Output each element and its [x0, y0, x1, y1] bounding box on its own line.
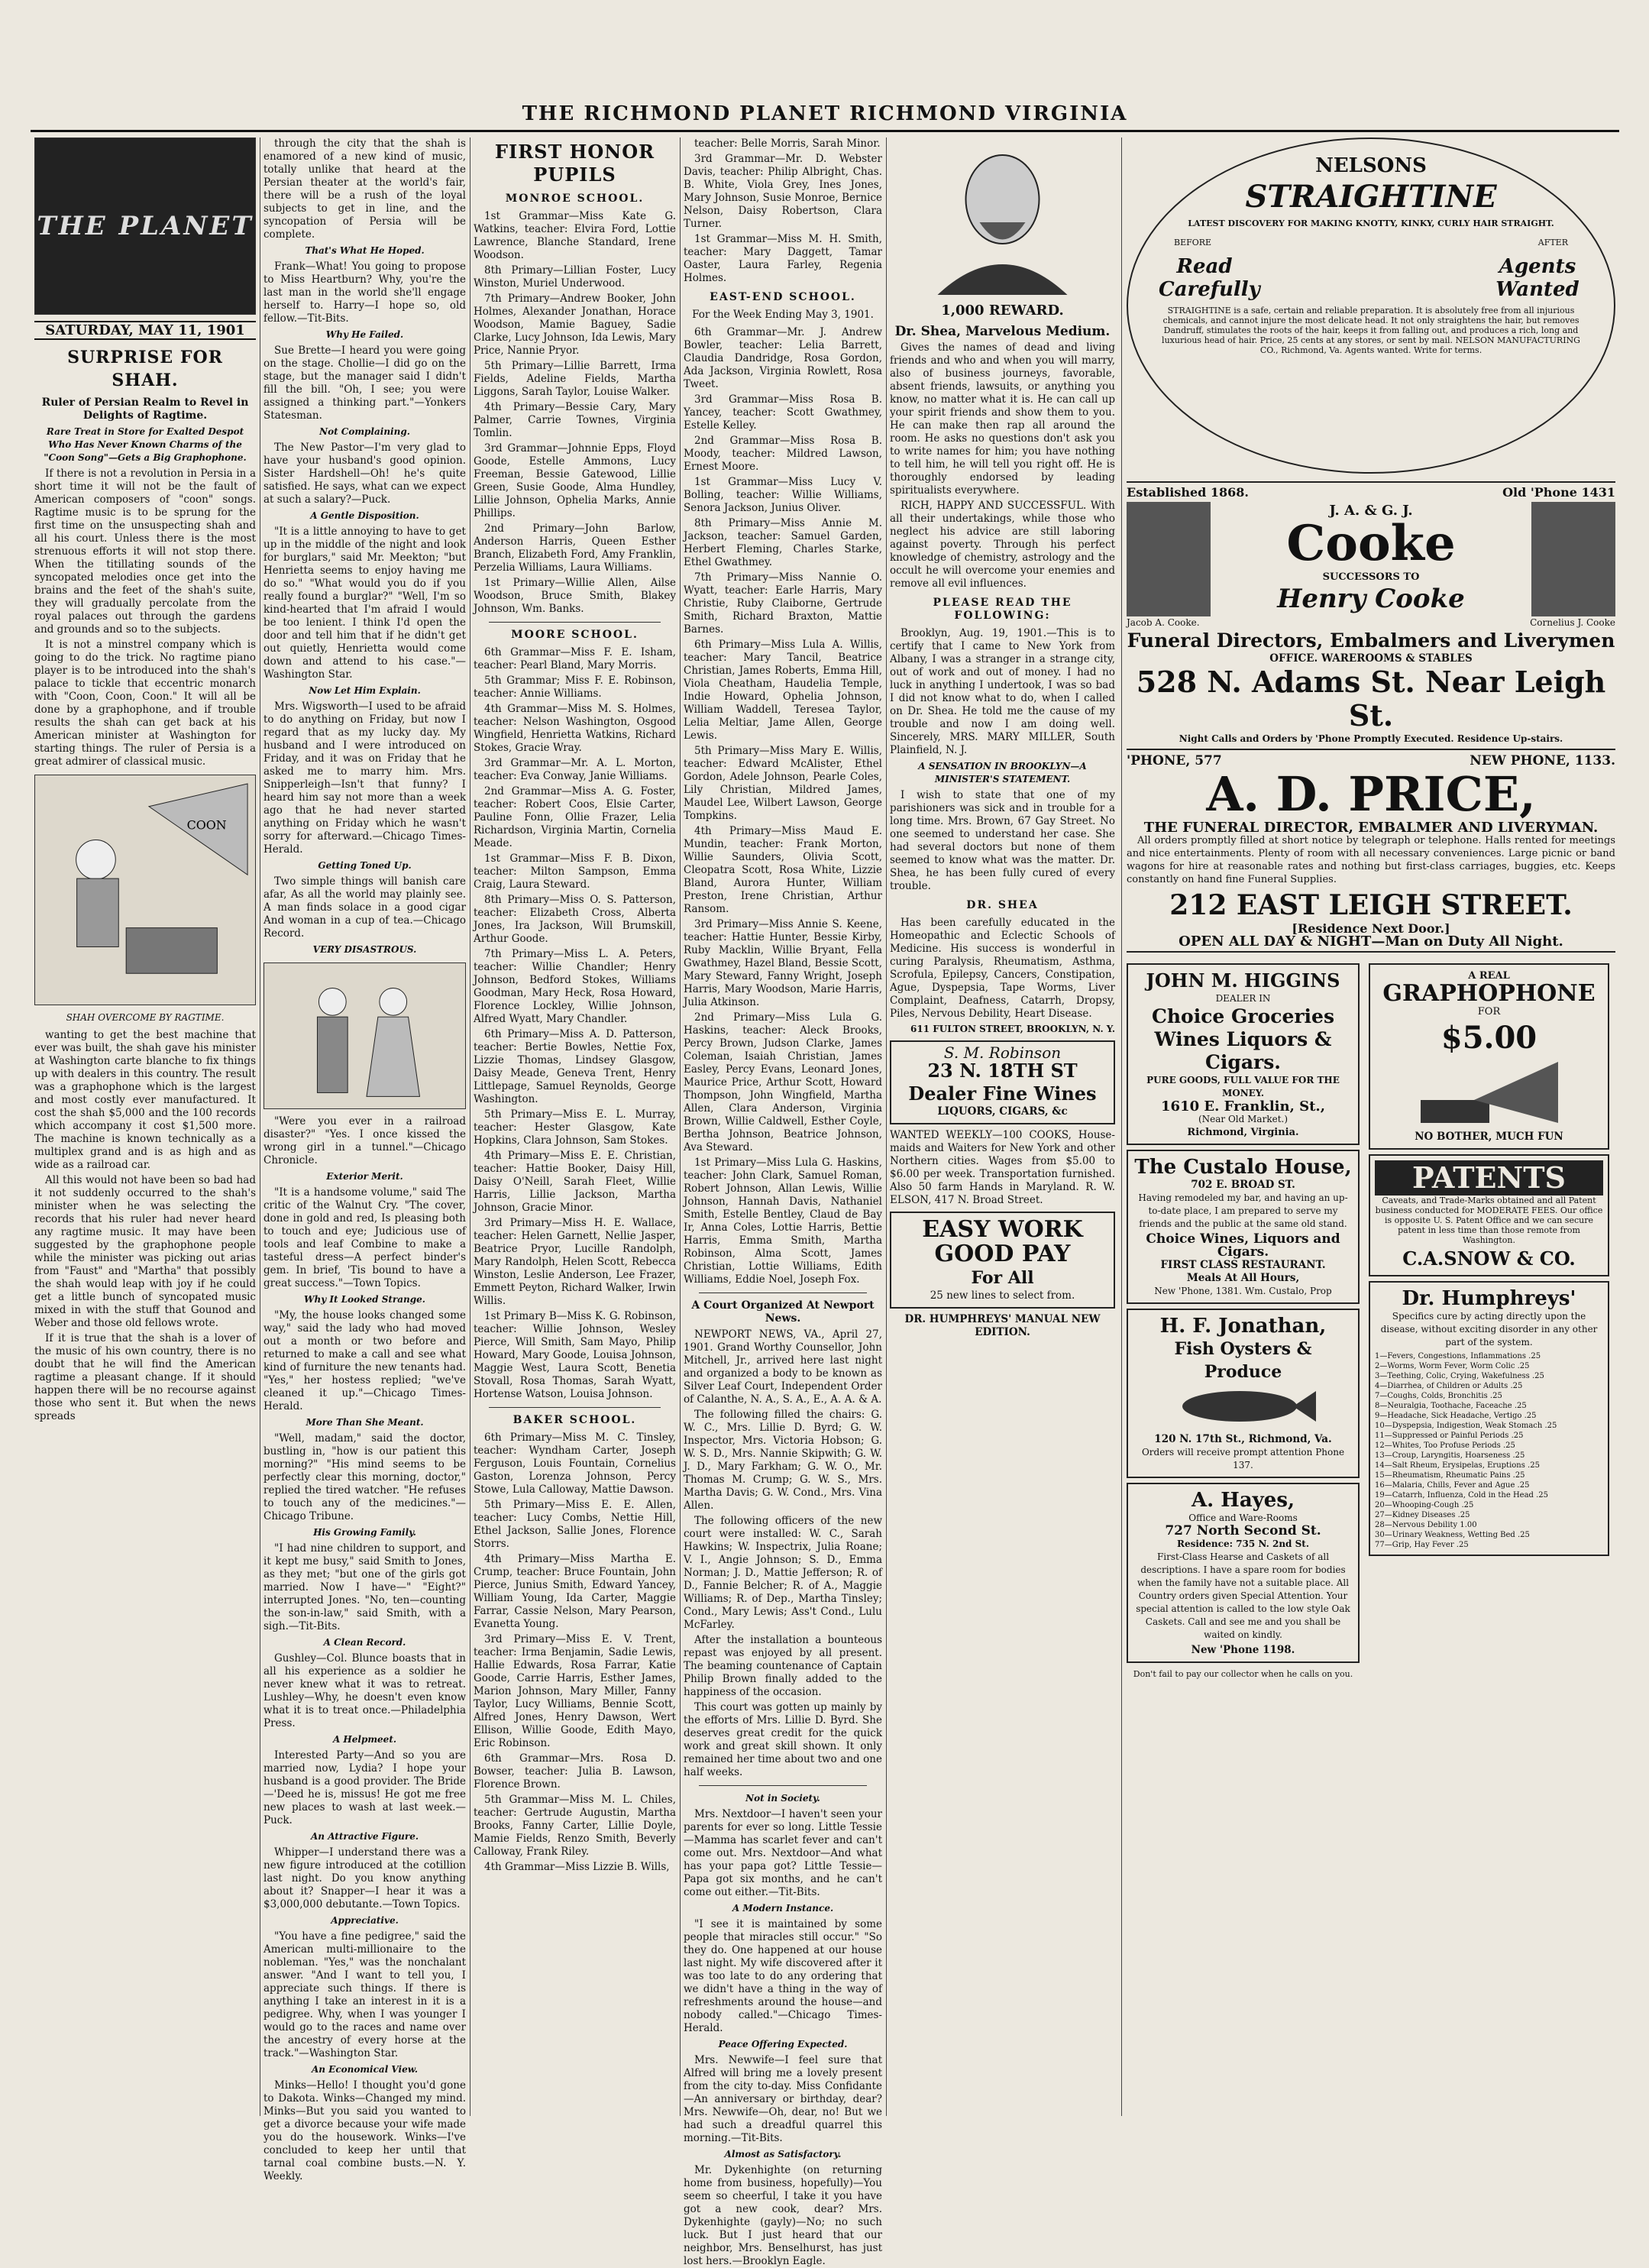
humor-title: An Attractive Figure.	[310, 1831, 419, 1842]
robinson-dealer: Dealer Fine Wines	[908, 1082, 1097, 1105]
funeral-directors: Funeral Directors, Embalmers and Liverymen	[1127, 629, 1615, 652]
humor-title: A Helpmeet.	[332, 1734, 397, 1745]
hayes-phone: New 'Phone 1198.	[1191, 1644, 1295, 1656]
remedy-item: 15—Rheumatism, Rheumatic Pains .25	[1375, 1471, 1525, 1480]
hayes-office: Office and Ware-Rooms	[1188, 1513, 1298, 1523]
society-title: Not in Society.	[745, 1793, 820, 1804]
graph-for: FOR	[1477, 1006, 1501, 1018]
custalo-wines: Choice Wines, Liquors and Cigars.	[1146, 1231, 1340, 1260]
honor-entry: 5th Grammar; Miss F. E. Robinson, teacher: Annie Williams.	[474, 675, 676, 700]
almost-title: Almost as Satisfactory.	[724, 2149, 842, 2160]
honor-entry: 5th Primary—Miss E. E. Allen, teacher: Lucy Combs, Nettie Hill, Ethel Jackson, Sallie Jones, Florence Storrs.	[474, 1499, 676, 1550]
humor-title: Why It Looked Strange.	[304, 1294, 425, 1305]
humor-text: "I had nine children to support, and it kept me busy," said Smith to Jones, as they met; "but one of the girls got married. Now I have—" "Eight?" interrupted Jones. "No, ten—counting the son-in-law," said Smith, with a sigh.—Tit-Bits.	[264, 1542, 466, 1632]
higgins-city: Richmond, Virginia.	[1187, 1127, 1299, 1138]
ads-left	[1127, 959, 1360, 1681]
honor-entry: 1st Primary—Willie Allen, Ailse Woodson, Bruce Smith, Blakey Johnson, Wm. Banks.	[474, 577, 676, 615]
dr-shea-portrait	[905, 142, 1100, 295]
remedy-item: 10—Dyspepsia, Indigestion, Weak Stomach .25	[1375, 1422, 1557, 1430]
masthead: THE RICHMOND PLANET RICHMOND VIRGINIA	[31, 99, 1619, 132]
graphophone-icon	[1405, 1058, 1573, 1127]
honor-entry: 5th Primary—Miss Mary E. Willis, teacher: Edward McAlister, Ethel Gordon, Adele Johnson, Pearle Coles, Lily Christian, Mildred James, Maudel Lee, Wilbert Lawson, George Tompkins.	[684, 745, 882, 822]
article-paragraph: wanting to get the best machine that ever was built, the shah gave his minister at Washington carte blanche to fix things up with dealers in this country. The result was a graphophone which is the largest and most costly ever manufactured. It cost the shah $5,000 and the 100 records which accompany it cost $1,500 more. The machine is known technically as a multiplex grand and is as high and as wide as a railroad car.	[34, 1029, 256, 1171]
remedy-item: 3—Teething, Colic, Crying, Wakefulness .25	[1375, 1372, 1544, 1380]
honor-entry: 2nd Grammar—Miss Rosa B. Moody, teacher: Mildred Lawson, Ernest Moore.	[684, 435, 882, 473]
hayes-text: First-Class Hearse and Caskets of all descriptions. I have a spare room for bodies when the family have not a suitable place. All Country orders given Special Attention. Your special attention is called to the low style Oak Caskets. Call and see me and you shall be waited on kindly.	[1136, 1551, 1350, 1640]
honor-entry: 3rd Primary—Miss Annie S. Keene, teacher: Hattie Hunter, Bessie Kirby, Ruby Macklin, Willie Bryant, Fella Gwathmey, Hazel Bland, Bessie Scott, Mary Steward, Fanny Wright, Joseph Harris, Mary Woodson, Marie Harris, Julia Atkinson.	[684, 918, 882, 1008]
remedy-item: 13—Croup, Laryngitis, Hoarseness .25	[1375, 1451, 1525, 1460]
article-paragraph: If it is true that the shah is a lover of the music of his own country, there is no doubt that he will find the American ragtime a pleasant change. If it should happen there will be no recourse against those who sent it. But when the news spreads	[34, 1332, 256, 1422]
honor-entry: 6th Primary—Miss M. C. Tinsley, teacher: Wyndham Carter, Joseph Ferguson, Louis Fountain, Cornelius Gaston, Lorenza Johnson, Percy Stowe, Lula Calloway, Mattie Dawson.	[474, 1432, 676, 1496]
old-phone: Old 'Phone 1431	[1502, 485, 1615, 500]
peace-text: Mrs. Newwife—I feel sure that Alfred will bring me a lovely present from the city to-day. Miss Confidante—An anniversary or birthday, dear? Mrs. Newwife—Oh, dear, no! But we had such a dreadful quarrel this morning.—Tit-Bits.	[684, 2054, 882, 2144]
hayes-residence: Residence: 735 N. 2nd St.	[1176, 1538, 1310, 1549]
honor-entry: 4th Primary—Miss Martha E. Crump, teacher: Bruce Fountain, John Pierce, Junius Smith, Edward Yancey, William Young, Ida Carter, Maggie Farrar, Cassie Nelson, Mary Pearson, Evanetta Young.	[474, 1553, 676, 1630]
established: Established 1868.	[1127, 485, 1249, 500]
humor-text: "You have a fine pedigree," said the American multi-millionaire to the nobleman. "Yes," was the nonchalant answer. "And I want to tell you, I appreciate such things. If there is anything I take an interest in it is a pedigree. Why, when I was younger I would go to the races and name over the ancestry of every horse at the track."—Washington Star.	[264, 1930, 466, 2059]
court-paragraph: NEWPORT NEWS, VA., April 27, 1901. Grand Worthy Counsellor, John Mitchell, Jr., arrived here last night and organized a body to be known as Silver Leaf Court, Independent Order of Calanthe, N. A., S. A., E., A. A. & A.	[684, 1328, 882, 1406]
graphophone-ad	[1369, 963, 1609, 1150]
remedy-item: 11—Suppressed or Painful Periods .25	[1375, 1432, 1524, 1440]
patents-ad	[1369, 1154, 1609, 1276]
honor-entry: 4th Primary—Bessie Cary, Mary Palmer, Carrie Townes, Virginia Tomlin.	[474, 401, 676, 439]
school-lists	[474, 193, 676, 1874]
court-headline: A Court Organized At Newport News.	[691, 1299, 875, 1325]
humor-title: A Clean Record.	[323, 1637, 406, 1648]
remedy-item: 12—Whites, Too Profuse Periods .25	[1375, 1441, 1515, 1450]
robinson-ad	[890, 1040, 1115, 1124]
remedy-item: 2—Worms, Worm Fever, Worm Colic .25	[1375, 1362, 1530, 1370]
easy-work-lines: 25 new lines to select from.	[930, 1289, 1075, 1302]
honor-entry: 7th Primary—Andrew Booker, John Holmes, Alexander Jonathan, Horace Woodson, Mamie Baguey, Sadie Clarke, Lucy Johnson, Ida Lewis, Mary Price, Nannie Pryor.	[474, 293, 676, 357]
honor-entry: 1st Grammar—Miss F. B. Dixon, teacher: Milton Sampson, Emma Craig, Laura Steward.	[474, 853, 676, 891]
honor-entry: 3rd Grammar—Miss Rosa B. Yancey, teacher: Scott Gwathmey, Estelle Kelley.	[684, 393, 882, 432]
before-after	[1174, 236, 1568, 249]
column-6-ads	[1127, 138, 1615, 2116]
modern-title: A Modern Instance.	[732, 1903, 834, 1914]
almost-text: Mr. Dykenhighte (on returning home from business, hopefully)—You seem so cheerful, I take it you have got a new cook, dear? Mrs. Dykenhighte (gayly)—No; no such luck. But I just heard that our neighbor, Mrs. Benselhurst, has just lost hers.—Brooklyn Eagle.	[684, 2164, 882, 2267]
humor-text: "Were you ever in a railroad disaster?" "Yes. I once kissed the wrong girl in a tunnel."—Chicago Chronicle.	[264, 1115, 466, 1166]
custalo-meals: Meals At All Hours,	[1186, 1272, 1300, 1284]
humor-title: Not Complaining.	[319, 426, 410, 437]
remedy-item: 9—Headache, Sick Headache, Vertigo .25	[1375, 1412, 1537, 1420]
dr-shea-2-heading: DR. SHEA	[966, 899, 1039, 911]
after-label: AFTER	[1537, 238, 1568, 248]
honor-entry: 3rd Grammar—Mr. D. Webster Davis, teacher: Philip Albright, Chas. B. White, Viola Grey, Ines Jones, Mary Johnson, Susie Monroe, Bernice Nelson, Daisy Robertson, Clara Turner.	[684, 153, 882, 230]
humor-title: His Growing Family.	[313, 1527, 416, 1538]
shah-cartoon	[34, 775, 256, 1005]
humor-text: Mrs. Wigsworth—I used to be afraid to do anything on Friday, but now I regard that as my lucky day. My husband and I were introduced on Friday, and it was on Friday that he asked me to marry him. Mrs. Snipperleigh—Isn't that funny? I heard him say not more than a week ago that he had never started anything on Friday which he wasn't sorry for afterward.—Chicago Times-Herald.	[264, 700, 466, 856]
collector-note: Don't fail to pay our collector when he calls on you.	[1133, 1669, 1353, 1679]
hayes-ad	[1127, 1483, 1360, 1663]
nelsons-ad	[1127, 138, 1615, 474]
hayes-name: A. Hayes,	[1191, 1489, 1295, 1512]
humor-text: Two simple things will banish care afar, As all the world may plainly see. A man finds solace in a good cigar And woman in a cup of tea.—Chicago Record.	[264, 875, 466, 940]
price-subtitle: THE FUNERAL DIRECTOR, EMBALMER AND LIVERYMAN.	[1143, 820, 1599, 836]
humor-text: Minks—Hello! I thought you'd gone to Dakota. Winks—Changed my mind. Minks—But you said you wanted to get a divorce because your wife made you do the housework. Winks—I've concluded to keep her until that tarnal coal combine busts.—N. Y. Weekly.	[264, 2079, 466, 2182]
remedy-item: 7—Coughs, Colds, Bronchitis .25	[1375, 1392, 1502, 1400]
school-title: BAKER SCHOOL.	[512, 1414, 637, 1426]
sensation-heading: A SENSATION IN BROOKLYN—A MINISTER'S STATEMENT.	[918, 761, 1087, 785]
honor-pupils-headline: FIRST HONOR PUPILS	[494, 141, 655, 186]
humor-text: "My, the house looks changed some way," said the lady who had moved out a month or two before and returned to make a call and see what kind of furniture the new tenants had. "Yes," her hostess replied; "we've cleaned it up."—Chicago Times-Herald.	[264, 1309, 466, 1412]
column-1	[34, 138, 256, 2116]
remedy-item: 77—Grip, Hay Fever .25	[1375, 1541, 1469, 1549]
issue-date: SATURDAY, MAY 11, 1901	[34, 321, 256, 340]
humphreys-manual: DR. HUMPHREYS' MANUAL NEW EDITION.	[904, 1313, 1101, 1338]
court-paragraph: The following officers of the new court were installed: W. C., Sarah Hawkins; W. Inspectrix, Julia Roane; V. I., Angie Johnson; S. D., Emma Norman; J. D., Mattie Jefferson; R. of D., Fannie Belcher; R. of A., Maggie Williams; R. of Dep., Martha Tinsley; Cond., Mary Lewis; Ass't Cond., Lulu McFarley.	[684, 1515, 882, 1631]
article-paragraph: If there is not a revolution in Persia in a short time it will not be the fault of American composers of "coon" songs. Ragtime music is to be sprung for the first time on the unsuspecting shah and all his court. Unless there is the most strenuous efforts it will not stop there. When the titillating sounds of the syncopated melodies once get into the brains and the feet of the shah's suite, they will gradually percolate from the royal palaces out through the gardens and grounds and so to the subjects.	[34, 468, 256, 636]
shah-headline: SURPRISE FOR SHAH.	[67, 348, 223, 390]
cooke-ad	[1127, 502, 1615, 616]
column-rule	[1121, 138, 1122, 2116]
column-rule	[680, 138, 681, 2116]
court-paragraph: The following filled the chairs: G. W. C., Mrs. Lillie D. Byrd; G. W. Inspector, Mrs. Victoria Hobson; G. W. S. D., Mrs. Nannie Skipwith; G. W. J. D., Mary Farkham; G. W. O., Mr. Thomas M. Crump; G. W. S., Mrs. Martha Davis; G. W. Cond., Mrs. Vina Allen.	[684, 1409, 882, 1512]
school-title: MONROE SCHOOL.	[505, 193, 645, 205]
honor-entry: 3rd Grammar—Mr. A. L. Morton, teacher: Eva Conway, Janie Williams.	[474, 757, 676, 782]
honor-entry: 6th Primary—Miss Lula A. Willis, teacher: Mary Tancil, Beatrice Christian, James Roberts, Emma Hill, Viola Cheatham, Haudelia Temple, Indie Howard, Ophelia Johnson, William Waddell, Teresea Taylor, Lelia Meltiar, Jame Allen, George Lewis.	[684, 639, 882, 742]
humor-items	[264, 244, 466, 2183]
humor-title: A Gentle Disposition.	[310, 510, 419, 521]
humor-text: Sue Brette—I heard you were going on the stage. Chollie—I did go on the stage, but the manager said I didn't fill the bill. "Oh, I see; you were assigned a thinking part."—Yonkers Statesman.	[264, 345, 466, 422]
sensation-text: I wish to state that one of my parishioners was sick and in trouble for a long time. Mrs. Brown, 67 Gay Street. No one seemed to understand her case. She had several doctors but none of them seemed to know what was the matter. Dr. Shea, he has been fully cured of every trouble.	[890, 789, 1115, 892]
price-text: All orders promptly filled at short notice by telegraph or telephone. Halls rented for meetings and nice entertainments. Plenty of room with all necessary conveniences. Large picnic or band wagons for hire at reasonable rates and nothing but first-class carriages, buggies, etc. Keeps constantly on hand fine Funeral Supplies.	[1127, 835, 1615, 885]
honor-entry: 5th Grammar—Miss M. L. Chiles, teacher: Gertrude Augustin, Martha Brooks, Fanny Carter, Lillie Doyle, Mamie Fields, Renzo Smith, Beverly Calloway, Frank Riley.	[474, 1794, 676, 1858]
jonathan-address: 120 N. 17th St., Richmond, Va.	[1154, 1433, 1332, 1445]
honor-entry: 4th Grammar—Miss Lizzie B. Wills,	[484, 1861, 670, 1873]
ads-right	[1369, 959, 1609, 1681]
honor-entry: 5th Primary—Lillie Barrett, Irma Fields, Adeline Fields, Martha Liggons, Sarah Taylor, Louise Walker.	[474, 360, 676, 398]
higgins-name: JOHN M. HIGGINS	[1146, 969, 1340, 992]
night-calls: Night Calls and Orders by 'Phone Promptly Executed. Residence Up-stairs.	[1127, 733, 1615, 750]
reward-heading: 1,000 REWARD.	[941, 303, 1064, 319]
school-title: MOORE SCHOOL.	[511, 629, 639, 641]
humor-text: "It is a handsome volume," said The critic of the Walnut Cry. "The cover, done in gold and red, Is pleasing both to touch and eye; Judicious use of tools and leaf Combine to make a tasteful dress—A perfect binder's gem. In brief, 'Tis bound to have a great success."—Town Topics.	[264, 1186, 466, 1289]
honor-entry: 8th Primary—Lillian Foster, Lucy Winston, Muriel Underwood.	[474, 264, 676, 290]
humor-text: Whipper—I understand there was a new figure introduced at the cotillion last night. Do you know anything about it? Snapper—I hear it was a $3,000,000 debutante.—Town Topics.	[264, 1846, 466, 1910]
disaster-cartoon	[264, 963, 466, 1109]
price-name: A. D. PRICE,	[1206, 766, 1536, 822]
column-5	[890, 138, 1115, 2116]
robinson-liquors: LIQUORS, CIGARS, &c	[937, 1105, 1068, 1118]
nelsons-oval	[1127, 138, 1615, 474]
shah-deck: Rare Treat in Store for Exalted Despot Who Has Never Known Charms of the "Coon Song"—Gets a Big Graphophone.	[44, 426, 247, 463]
straightine-title: STRAIGHTINE	[1245, 179, 1497, 215]
honor-entry: 3rd Grammar—Johnnie Epps, Floyd Goode, Estelle Ammons, Lucy Freeman, Bessie Gatewood, Lillie Green, Susie Goode, Alma Hundley, Lillie Johnson, Ophelia Marks, Annie Phillips.	[474, 442, 676, 519]
snow-name: C.A.SNOW & CO.	[1402, 1247, 1576, 1270]
humor-title: More Than She Meant.	[306, 1417, 424, 1428]
straightine-tagline: LATEST DISCOVERY FOR MAKING KNOTTY, KINKY, CURLY HAIR STRAIGHT.	[1188, 218, 1554, 228]
remedy-item: 14—Salt Rheum, Erysipelas, Eruptions .25	[1375, 1461, 1540, 1470]
cornelius-caption: Cornelius J. Cooke	[1530, 617, 1615, 628]
portrait-illustration	[905, 142, 1100, 295]
column-3	[474, 138, 676, 2116]
honor-entry: 7th Primary—Miss L. A. Peters, teacher: Willie Chandler; Henry Johnson, Bedford Stokes, Williams Goodman, Mary Heck, Rosa Howard, Florence Lockley, Willie Johnson, Alfred Wyatt, Mary Chandler.	[474, 948, 676, 1025]
higgins-pure: PURE GOODS, FULL VALUE FOR THE MONEY.	[1146, 1075, 1340, 1098]
divider	[699, 1785, 867, 1786]
humor-text: Frank—What! You going to propose to Miss Heartburn? Why, you're the last man in the world she'll engage herself to. Harry—I hope so, old fellow.—Tit-Bits.	[264, 260, 466, 325]
letters-heading: PLEASE READ THE FOLLOWING:	[933, 597, 1072, 622]
patents-title: PATENTS	[1375, 1160, 1603, 1195]
easy-work-for-all: For All	[971, 1268, 1034, 1288]
humor-title: Exterior Merit.	[326, 1171, 403, 1182]
humor-text: Gushley—Col. Blunce boasts that in all his experience as a soldier he never knew what it was to retreat. Lushley—Why, he doesn't even know what it is to treat once.—Philadelphia Press.	[264, 1652, 466, 1729]
honor-entry: 1st Primary—Miss Lula G. Haskins, teacher: John Clark, Samuel Roman, Robert Johnson, Allan Lewis, Willie Johnson, Hannah Davis, Nathaniel Smith, Estelle Bentley, Claud de Bay Ir, Anna Coles, Lottie Harris, Bettie Harris, Emma Smith, Martha Robinson, Alma Scott, James Christian, Lottie Williams, Edith Williams, Eddie Noel, Joseph Fox.	[684, 1157, 882, 1286]
honor-entry: 2nd Grammar—Miss A. G. Foster, teacher: Robert Coos, Elsie Carter, Pauline Fonn, Ollie Frazer, Lelia Richardson, Virginia Martin, Cornelia Meade.	[474, 785, 676, 849]
cartoon-label: COON	[186, 817, 227, 833]
remedy-item: 28—Nervous Debility 1.00	[1375, 1521, 1477, 1529]
remedy-item: 1—Fevers, Congestions, Inflammations .25	[1375, 1352, 1541, 1360]
custalo-address: 702 E. BROAD ST.	[1191, 1179, 1295, 1191]
honor-entry: 3rd Primary—Miss H. E. Wallace, teacher: Helen Garnett, Nellie Jasper, Beatrice Pryor, Lucille Randolph, Mary Randolph, Helen Scott, Rebecca Winston, Leslie Anderson, Lee Frazer, Emmett Peyton, Richard Walker, Irwin Willis.	[474, 1217, 676, 1307]
peace-title: Peace Offering Expected.	[718, 2039, 848, 2050]
honor-entry: 1st Grammar—Miss Lucy V. Bolling, teacher: Willie Williams, Senora Jackson, Junius Oliver.	[684, 476, 882, 514]
cartoon-caption: SHAH OVERCOME BY RAGTIME.	[66, 1012, 225, 1023]
easy-work-ad	[890, 1212, 1115, 1309]
jonathan-ad	[1127, 1309, 1360, 1478]
divider	[489, 1407, 661, 1408]
honor-entry: 4th Primary—Miss Maud E. Mundin, teacher: Frank Morton, Willie Saunders, Olivia Scott, Cleopatra Scott, Rosa White, Lizzie Bland, Aurora Hunter, William Preston, Irene Christian, Arthur Ransom.	[684, 825, 882, 915]
honor-entry: 5th Primary—Miss E. L. Murray, teacher: Hester Glasgow, Kate Hopkins, Clara Johnson, Sam Stokes.	[474, 1108, 676, 1147]
column-rule	[886, 138, 887, 2116]
remedy-item: 8—Neuralgia, Toothache, Faceache .25	[1375, 1402, 1527, 1410]
leigh-address: 212 EAST LEIGH STREET.	[1169, 889, 1573, 921]
easy-work-title: EASY WORK GOOD PAY	[922, 1216, 1083, 1267]
read-carefully: Read Carefully	[1159, 255, 1260, 301]
jonathan-orders: Orders will receive prompt attention Phone 137.	[1141, 1447, 1345, 1470]
humor-text: The New Pastor—I'm very glad to have your husband's good opinion. Sister Hardshell—Oh! he's quite satisfied. He says, what can we expect at such a salary?—Puck.	[264, 442, 466, 506]
higgins-goods: Choice Groceries Wines Liquors & Cigars.	[1151, 1005, 1335, 1073]
phone-577: 'PHONE, 577	[1127, 753, 1222, 768]
east-end-entries	[684, 326, 882, 1286]
robinson-name: S. M. Robinson	[943, 1043, 1062, 1062]
honor-entry: 8th Primary—Miss O. S. Patterson, teacher: Elizabeth Cross, Alberta Jones, Ira Jackson, Will Brumskill, Arthur Goode.	[474, 894, 676, 945]
remedy-item: 16—Malaria, Chills, Fever and Ague .25	[1375, 1481, 1530, 1490]
column-2	[264, 138, 466, 2182]
graph-real: A REAL	[1468, 970, 1510, 982]
modern-text: "I see it is maintained by some people that miracles still occur." "So they do. One happened at our house last night. My wife discovered after it was too late to do any ordering that we didn't have a thing in the way of refreshments around the house—and nobody called."—Chicago Times-Herald.	[684, 1918, 882, 2034]
remedy-item: 19—Catarrh, Influenza, Cold in the Head .25	[1375, 1491, 1549, 1500]
custalo-name: The Custalo House,	[1134, 1156, 1352, 1179]
humor-title: Getting Toned Up.	[318, 860, 412, 871]
remedy-item: 20—Whooping-Cough .25	[1375, 1501, 1474, 1509]
honor-entry: 2nd Primary—Miss Lula G. Haskins, teacher: Aleck Brooks, Percy Brown, Judson Clarke, James Coleman, Isaiah Christian, James Easley, Percy Evans, Leonard Jones, Maurice Price, Arthur Scott, Howard Thompson, John Wingfield, Martha Allen, Clara Anderson, Virginia Brown, Willie Caldwell, Esther Coyle, Bertha Johnson, Beatrice Johnson, Ava Steward.	[684, 1011, 882, 1153]
successors: SUCCESSORS TO	[1322, 571, 1420, 583]
honor-entry: 1st Grammar—Miss M. H. Smith, teacher: Mary Daggett, Tamar Oaster, Laura Farley, Regenia Holmes.	[684, 233, 882, 284]
agents-wanted: Agents Wanted	[1495, 255, 1579, 301]
humor-title: Appreciative.	[331, 1915, 399, 1926]
robinson-address: 23 N. 18TH ST	[927, 1060, 1078, 1082]
humphreys-ad	[1369, 1281, 1609, 1556]
cartoon-illustration	[35, 775, 255, 1005]
honor-entry: 6th Grammar—Mr. J. Andrew Bowler, teacher: Lelia Barrett, Claudia Dandridge, Rosa Gordon, Ada Jackson, Virginia Rowlett, Rosa Tweet.	[684, 326, 882, 390]
honor-entry: 6th Grammar—Miss F. E. Isham, teacher: Pearl Bland, Mary Morris.	[474, 646, 676, 671]
society-text: Mrs. Nextdoor—I haven't seen your parents for ever so long. Little Tessie—Mamma has scarlet fever and can't come out. Mrs. Nextdoor—And what has your papa got? Little Tessie—Papa got six months, and he can't come out either.—Tit-Bits.	[684, 1808, 882, 1898]
new-phone: NEW PHONE, 1133.	[1470, 753, 1615, 768]
cooke-header	[1127, 481, 1615, 499]
article-paragraph: It is not a minstrel company which is going to do the trick. No ragtime piano player is to be introduced into the shah's palace to tickle that eccentric monarch with "Coon, Coon, Coon." It will all be done by a graphophone, and if trouble results the shah can get back at his American minister at Washington for starting things. The ruler of Persia is a great admirer of classical music.	[34, 639, 256, 768]
henry-cooke: Henry Cooke	[1277, 584, 1465, 614]
custalo-text: Having remodeled my bar, and having an up-to-date place, I am prepared to serve my friends and the public at the same old stand.	[1138, 1192, 1348, 1229]
residence-note: [Residence Next Door.]	[1292, 921, 1450, 936]
higgins-ad	[1127, 963, 1360, 1145]
shah-subhead: Ruler of Persian Realm to Revel in Delights of Ragtime.	[41, 396, 249, 422]
jonathan-name: H. F. Jonathan,	[1159, 1315, 1327, 1338]
dr-shea-2-text: Has been carefully educated in the Homeopathic and Eclectic Schools of Medicine. His success is wonderful in curing Paralysis, Rheumatism, Asthma, Scrofula, Epilepsy, Cancers, Constipation, Ague, Dyspepsia, Tape Worms, Liver Complaint, Deafness, Catarrh, Dropsy, Piles, Nervous Debility, Heart Disease.	[890, 917, 1115, 1020]
jonathan-fish: Fish Oysters & Produce	[1174, 1339, 1312, 1382]
open-all-day: OPEN ALL DAY & NIGHT—Man on Duty All Night.	[1127, 935, 1615, 953]
shea-address: 611 FULTON STREET, BROOKLYN, N. Y.	[910, 1024, 1115, 1034]
article-paragraph: through the city that the shah is enamored of a new kind of music, totally unlike that heard at the Persian theater at the world's fair, there will be a rush of the loyal subjects to get in line, and the syncopation of Persia will be complete.	[264, 138, 466, 241]
week-ending: For the Week Ending May 3, 1901.	[692, 309, 874, 321]
humor-title: Why He Failed.	[325, 329, 404, 340]
hayes-address: 727 North Second St.	[1165, 1523, 1321, 1538]
jacob-caption: Jacob A. Cooke.	[1127, 617, 1200, 628]
graph-price: $5.00	[1440, 1020, 1537, 1056]
column-4	[684, 138, 882, 2267]
portrait-captions	[1127, 616, 1615, 629]
honor-entry: 4th Grammar—Miss M. S. Holmes, teacher: Nelson Washington, Osgood Wingfield, Henrietta Watkins, Richard Stokes, Gracie Wray.	[474, 703, 676, 754]
honor-entry: 7th Primary—Miss Nannie O. Wyatt, teacher: Earle Harris, Mary Christie, Ruby Claiborne, Gertrude Smith, Richard Braxton, Mattie Barnes.	[684, 571, 882, 636]
higgins-address: 1610 E. Franklin, St.,	[1161, 1098, 1325, 1115]
graph-title: GRAPHOPHONE	[1382, 980, 1596, 1007]
higgins-near: (Near Old Market.)	[1198, 1114, 1288, 1124]
custalo-restaurant: FIRST CLASS RESTAURANT.	[1160, 1259, 1326, 1271]
jacob-portrait	[1127, 502, 1211, 616]
honor-entry: 1st Primary B—Miss K. G. Robinson, teacher: Willie Johnson, Wesley Pierce, Will Smith, Sam Mayo, Philip Howard, Mary Goode, Louisa Johnson, Maggie West, Laura Scott, Benetia Stovall, Rosa Thomas, Sarah Wyatt, Hortense Watson, Louisa Johnson.	[474, 1310, 676, 1400]
humphreys-text: Specifics cure by acting directly upon the disease, without exciting disorder in any other part of the system.	[1380, 1311, 1598, 1348]
cooke-firm: J. A. & G. J.	[1329, 503, 1413, 519]
before-label: BEFORE	[1174, 238, 1212, 248]
honor-entry: 2nd Primary—John Barlow, Anderson Harris, Queen Esther Branch, Elizabeth Ford, Amy Franklin, Perzelia Williams, Laura Williams.	[474, 523, 676, 574]
court-article	[684, 1328, 882, 1779]
honor-entry: teacher: Belle Morris, Sarah Minor.	[694, 138, 881, 150]
humor-text: "Well, madam," said the doctor, bustling in, "how is our patient this morning?" "His mind seems to be perfectly clear this morning, doctor," replied the tired watcher. "He refuses to touch any of the medicines."—Chicago Tribune.	[264, 1432, 466, 1522]
dr-shea-heading: Dr. Shea, Marvelous Medium.	[894, 324, 1111, 339]
planet-logo	[34, 138, 256, 315]
humphreys-list	[1375, 1351, 1603, 1550]
divider	[489, 622, 661, 623]
patents-text: Caveats, and Trade-Marks obtained and all Patent business conducted for MODERATE FEES. Our office is opposite U. S. Patent Office and we can secure patent in less time than those remote from Washington.	[1375, 1195, 1603, 1245]
cooke-name: Cooke	[1286, 515, 1456, 572]
logo-text: THE PLANET	[37, 210, 254, 241]
humor-title: VERY DISASTROUS.	[312, 944, 417, 955]
honor-entry: 4th Primary—Miss E. E. Christian, teacher: Hattie Booker, Daisy Hill, Daisy O'Neill, Sarah Fleet, Willie Harris, Lillie Jackson, Martha Johnson, Gracie Minor.	[474, 1150, 676, 1214]
graph-bother: NO BOTHER, MUCH FUN	[1415, 1131, 1563, 1143]
dr-shea-text: RICH, HAPPY AND SUCCESSFUL. With all their undertakings, while those who neglect his advice are still laboring against poverty. Through his perfect knowledge of chemistry, astrology and the occult he will overcome your enemies and remove all evil influences.	[890, 500, 1115, 590]
honor-entry: 6th Primary—Miss A. D. Patterson, teacher: Bertie Bowles, Nettie Fox, Lizzie Thomas, Lindsey Glasgow, Daisy Meade, Geneva Trent, Henry Littlepage, Samuel Reynolds, George Washington.	[474, 1028, 676, 1105]
humor-text: "It is a little annoying to have to get up in the middle of the night and look for burglars," said Mr. Meekton; "but Henrietta seems to enjoy having me do so." "What would you do if you really found a burglar?" "Well, I'm so kind-hearted that I'm afraid I would be too lenient. I think I'd open the door and tell him that if he didn't get out quietly, Henrietta would come down and attend to his case."—Washington Star.	[264, 526, 466, 681]
remedy-item: 27—Kidney Diseases .25	[1375, 1511, 1470, 1519]
straightine-text: STRAIGHTINE is a safe, certain and reliable preparation. It is absolutely free from all injurious chemicals, and cannot injure the most delicate head. It not only straightens the hair, but removes Dandruff, stimulates the roots of the hair, keeps it from falling out, and produces a rich, long and luxurious head of hair. Price, 25 cents at any stores, or sent by mail. NELSON MANUFACTURING CO., Richmond, Va. Agents wanted. Write for terms.	[1162, 306, 1580, 355]
office-line: OFFICE. WAREROOMS & STABLES	[1269, 652, 1473, 665]
higgins-dealer: DEALER IN	[1215, 993, 1271, 1004]
article-paragraph: All this would not have been so bad had it not suddenly occurred to the shah's minister when he was selecting the records that his ruler had never heard any ragtime music. It may have been suggested by the graphophone people while the minister was picking out arias from "Faust" and "Martha" that possibly the shah would leap with joy if he could get a little bunch of syncopated music mixed in with the stuff that Gounod and Weber and those old fellows wrote.	[34, 1174, 256, 1329]
remedy-item: 4—Diarrhea, of Children or Adults .25	[1375, 1382, 1523, 1390]
fish-icon	[1167, 1383, 1320, 1429]
humor-title: An Economical View.	[311, 2064, 419, 2075]
court-paragraph: This court was gotten up mainly by the efforts of Mrs. Lillie D. Byrd. She deserves great credit for the quick work and great skill shown. It only remained her time about two and one half weeks.	[684, 1701, 882, 1778]
honor-entry: 1st Grammar—Miss Kate G. Watkins, teacher: Elvira Ford, Lottie Lawrence, Blanche Standard, Irene Woodson.	[474, 210, 676, 261]
humor-text: Interested Party—And so you are married now, Lydia? I hope your husband is a good provider. The Bride—'Deed he is, missus! He got me free new places to wash at last week.—Puck.	[264, 1749, 466, 1826]
honor-entry: 8th Primary—Miss Annie M. Jackson, teacher: Samuel Garden, Herbert Fleming, Charles Starke, Ethel Gwathmey.	[684, 517, 882, 568]
remedy-item: 30—Urinary Weakness, Wetting Bed .25	[1375, 1531, 1530, 1539]
dr-shea-text: Gives the names of dead and living friends and who and when you will marry, also of business journeys, favorable, absent friends, lawsuits, or anything you know, no matter what it is. He can call up your spirit friends and show them to you. He can make then rap all around the room. He asks no questions don't ask you to write names for him; you have nothing to tell him, he will tell you right off. He is thoroughly endorsed by leading spiritualists everywhere.	[890, 341, 1115, 497]
humphreys-name: Dr. Humphreys'	[1402, 1287, 1576, 1310]
custalo-phone: New 'Phone, 1381. Wm. Custalo, Prop	[1154, 1286, 1332, 1296]
court-paragraph: After the installation a bounteous repast was enjoyed by all present. The beaming countenance of Captain Philip Brown finally added to the happiness of the occasion.	[684, 1634, 882, 1698]
honor-entry: 6th Grammar—Mrs. Rosa D. Bowser, teacher: Julia B. Lawson, Florence Brown.	[474, 1752, 676, 1791]
adams-address: 528 N. Adams St. Near Leigh St.	[1136, 665, 1606, 733]
letters-text: Brooklyn, Aug. 19, 1901.—This is to certify that I came to New York from Albany, I was a stranger in a strange city, out of work and out of money. I had no luck in anything I undertook, I was so bad I did not know what to do, when I called on Dr. Shea. He told me the cause of my trouble and now I am doing well. Sincerely, MRS. MARY MILLER, South Plainfield, N. J.	[890, 627, 1115, 756]
humor-title: That's What He Hoped.	[305, 245, 425, 256]
humor-title: Now Let Him Explain.	[309, 685, 421, 696]
nelsons-title: NELSONS	[1315, 154, 1427, 177]
custalo-ad	[1127, 1150, 1360, 1304]
wanted-ad: WANTED WEEKLY—100 COOKS, House-maids and Waiters for New York and other Northern cities. Wages from $5.00 to $6.00 per week. Transportation furnished. Also 50 farm Hands in Maryland. R. W. ELSON, 417 N. Broad Street.	[890, 1129, 1115, 1206]
east-end-school-title: EAST-END SCHOOL.	[710, 291, 856, 303]
cornelius-portrait	[1531, 502, 1615, 616]
honor-entry: 3rd Primary—Miss E. V. Trent, teacher: Irma Benjamin, Sadie Lewis, Hallie Edwards, Rosa Farrar, Katie Goode, Carrie Harris, Esther James, Marion Johnson, Mary Miller, Fanny Taylor, Lucy Williams, Bennie Scott, Alfred Jones, Henry Dawson, Wert Ellison, Willie Goode, Edith Mayo, Eric Robinson.	[474, 1633, 676, 1749]
